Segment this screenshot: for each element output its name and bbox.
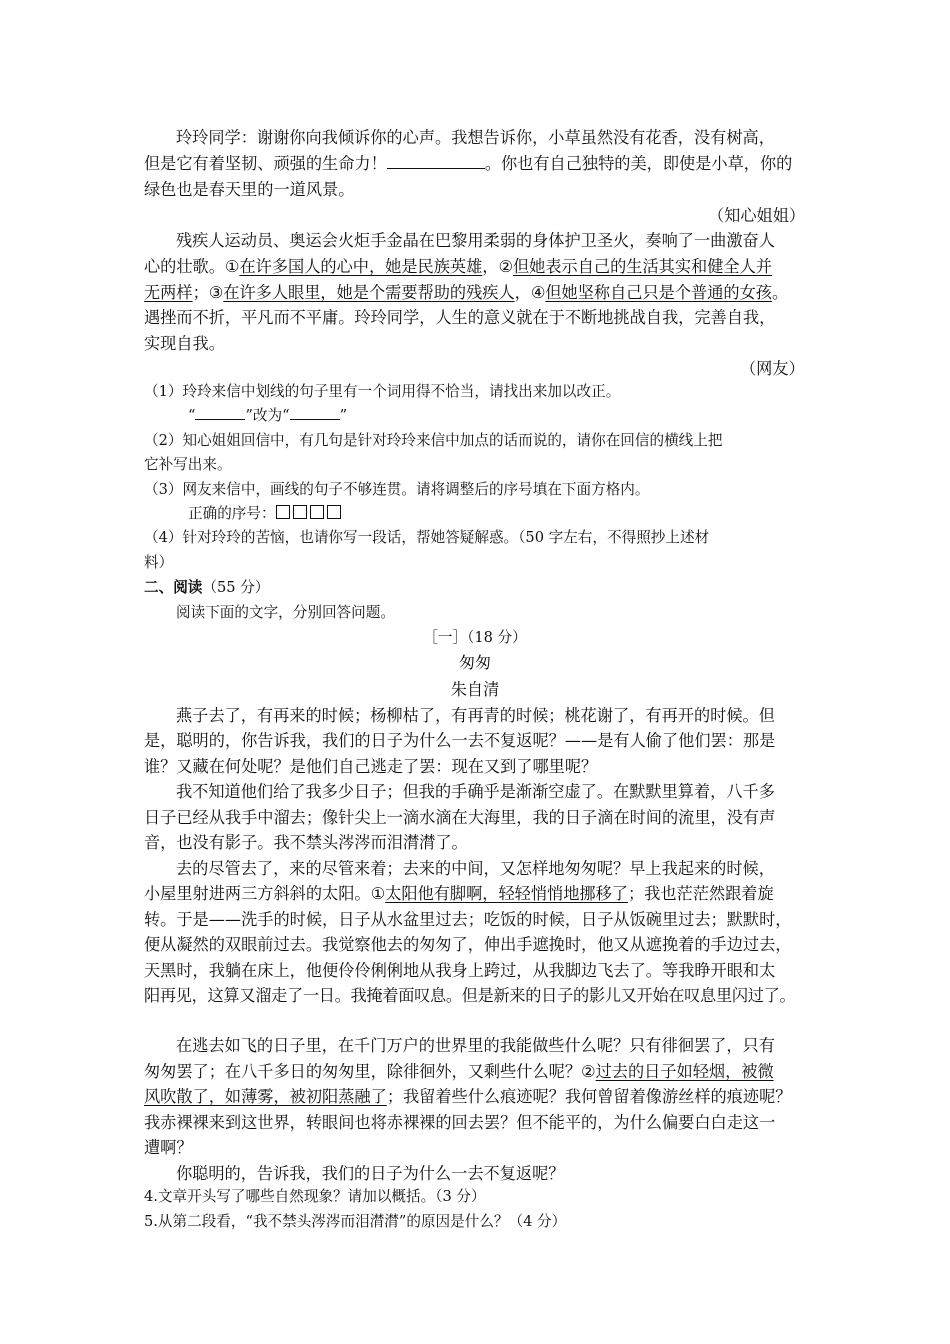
essay-p1-line-1: 燕子去了，有再来的时候；杨柳枯了，有再青的时候；桃花谢了，有再开的时候。但 (176, 706, 775, 725)
underlined-sentence-essay-2-end: 风吹散了，如薄雾，被初阳蒸融了 (144, 1087, 387, 1106)
reply-wangyou-line-4: 遇挫而不折，平凡而不平庸。玲玲同学，人生的意义就在于不断地挑战自我，完善自我， (144, 308, 776, 327)
essay-p4-line-2: 匆匆罢了；在八千多日的匆匆里，除徘徊外，又剩些什么呢？②过去的日子如轻烟，被微 (144, 1062, 774, 1081)
essay-p4-line-4: 我赤裸裸来到这世界，转眼间也将赤裸裸的回去罢？但不能平的，为什么偏要白白走这一 (144, 1113, 776, 1132)
reply-wangyou-line-3: 无两样；③在许多人眼里，她是个需要帮助的残疾人，④但她坚称自己只是个普通的女孩。 (144, 283, 789, 302)
underlined-sentence-essay-1: 太阳他有脚啊，轻轻悄悄地挪移了 (385, 884, 628, 903)
question-5-reading: 5.从第二段看，“我不禁头涔涔而泪潸潸”的原因是什么？（4 分） (144, 1213, 567, 1230)
section-2-instruction: 阅读下面的文字，分别回答问题。 (176, 604, 395, 621)
underlined-sentence-1: 在许多国人的心中，她是民族英雄 (239, 257, 483, 276)
underlined-sentence-2-end: 无两样 (144, 283, 193, 302)
reply-zhixin-line-1: 玲玲同学：谢谢你向我倾诉你的心声。我想告诉你，小草虽然没有花香，没有树高， (176, 128, 775, 147)
essay-p4-line-5: 遭啊？ (144, 1138, 193, 1157)
question-4-reading: 4.文章开头写了哪些自然现象？请加以概括。（3 分） (144, 1188, 486, 1205)
essay-p3-line-5: 天黑时，我躺在床上，他便伶伶俐俐地从我身上跨过，从我脚边飞去了。等我睁开眼和太 (144, 961, 776, 980)
underlined-sentence-essay-2: 过去的日子如轻烟，被微 (595, 1062, 774, 1081)
answer-blank-wrong-word[interactable] (195, 405, 245, 420)
answer-blank-line[interactable] (387, 154, 485, 169)
question-4-line-2: 料） (144, 554, 174, 571)
question-2-line-1: （2）知心姐姐回信中，有几句是针对玲玲来信中加点的话而说的，请你在回信的横线上把 (144, 432, 723, 449)
essay-p2-line-3: 音，也没有影子。我不禁头涔涔而泪潸潸了。 (144, 833, 468, 852)
question-3-answer: 正确的序号： (188, 502, 344, 523)
reply-wangyou-line-5: 实现自我。 (144, 334, 225, 353)
essay-p4-line-3: 风吹散了，如薄雾，被初阳蒸融了；我留着些什么痕迹呢？我何曾留着像游丝样的痕迹呢？ (144, 1087, 792, 1106)
reply-wangyou-signature: （网友） (740, 359, 805, 378)
essay-p5-line-1: 你聪明的，告诉我，我们的日子为什么一去不复返呢？ (176, 1164, 565, 1183)
essay-p4-line-1: 在逃去如飞的日子里，在千门万户的世界里的我能做些什么呢？只有徘徊罢了，只有 (176, 1036, 775, 1055)
question-3: （3）网友来信中，画线的句子不够连贯。请将调整后的序号填在下面方格内。 (144, 481, 650, 498)
question-4-line-1: （4）针对玲玲的苦恼，也请你写一段话，帮她答疑解惑。（50 字左右，不得照抄上述材 (144, 529, 710, 546)
question-2-line-2: 它补写出来。 (144, 456, 232, 473)
answer-box-1[interactable] (276, 505, 290, 519)
essay-p3-line-1: 去的尽管去了，来的尽管来着；去来的中间，又怎样地匆匆呢？早上我起来的时候， (176, 859, 775, 878)
underlined-sentence-3: 在许多人眼里，她是个需要帮助的残疾人 (223, 283, 515, 302)
answer-box-2[interactable] (293, 505, 307, 519)
reply-wangyou-line-1: 残疾人运动员、奥运会火炬手金晶在巴黎用柔弱的身体护卫圣火，奏响了一曲激奋人 (176, 231, 775, 250)
essay-p3-line-3: 转。于是——洗手的时候，日子从水盆里过去；吃饭的时候，日子从饭碗里过去；默默时， (144, 910, 792, 929)
essay-p1-line-3: 谁？又藏在何处呢？是他们自己逃走了罢：现在又到了哪里呢？ (144, 757, 598, 776)
question-1: （1）玲玲来信中划线的句子里有一个词用得不恰当，请找出来加以改正。 (144, 383, 621, 400)
essay-p2-line-1: 我不知道他们给了我多少日子；但我的手确乎是渐渐空虚了。在默默里算着，八千多 (176, 782, 775, 801)
answer-box-4[interactable] (327, 505, 341, 519)
essay-title: 匆匆 (458, 653, 491, 672)
essay-p1-line-2: 是，聪明的，你告诉我，我们的日子为什么一去不复返呢？——是有人偷了他们罢：那是 (144, 731, 776, 750)
answer-box-3[interactable] (310, 505, 324, 519)
reply-zhixin-line-2: 但是它有着坚韧、顽强的生命力！ 。你也有自己独特的美，即使是小草，你的 (144, 154, 793, 173)
essay-p3-line-2: 小屋里射进两三方斜斜的太阳。①太阳他有脚啊，轻轻悄悄地挪移了；我也茫茫然跟着旋 (144, 884, 774, 903)
essay-p3-line-4: 便从凝然的双眼前过去。我觉察他去的匆匆了，伸出手遮挽时，他又从遮挽着的手边过去， (144, 935, 792, 954)
sub-section-heading: ［一］（18 分） (423, 629, 527, 646)
essay-p3-line-6: 阳再见，这算又溜走了一日。我掩着面叹息。但是新来的日子的影儿又开始在叹息里闪过了。 (144, 986, 796, 1005)
question-1-fill: “ ”改为“ ” (188, 407, 348, 424)
underlined-sentence-4: 但她坚称自己只是个普通的女孩 (545, 283, 772, 302)
underlined-sentence-2: 但她表示自己的生活其实和健全人并 (512, 257, 772, 276)
reply-wangyou-line-2: 心的壮歌。①在许多国人的心中，她是民族英雄，②但她表示自己的生活其实和健全人并 (144, 257, 772, 276)
answer-blank-correct-word[interactable] (290, 405, 340, 420)
essay-p2-line-2: 日子已经从我手中溜去；像针尖上一滴水滴在大海里，我的日子滴在时间的流里，没有声 (144, 808, 776, 827)
section-2-heading: 二、阅读（55 分） (144, 579, 270, 596)
reply-zhixin-line-3: 绿色也是春天里的一道风景。 (144, 180, 355, 199)
essay-author: 朱自清 (450, 680, 500, 699)
reply-zhixin-signature: （知心姐姐） (708, 206, 806, 225)
